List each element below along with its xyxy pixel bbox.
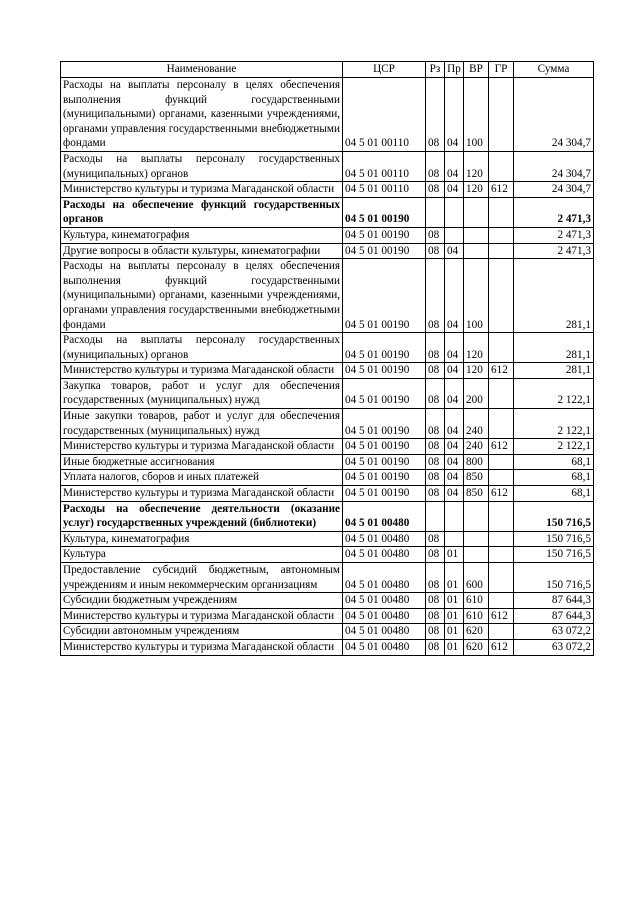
csr-cell: 04 5 01 00480 xyxy=(343,639,426,655)
header-csr: ЦСР xyxy=(343,62,426,78)
name-cell: Субсидии бюджетным учреждениям xyxy=(61,593,343,609)
sum-cell: 2 471,3 xyxy=(514,197,594,227)
pr-cell: 01 xyxy=(445,608,464,624)
csr-cell: 04 5 01 00190 xyxy=(343,378,426,408)
name-cell: Расходы на обеспечение деятельности (оказание услуг) государственных учреждений (библиотеки) xyxy=(61,501,343,531)
vr-cell: 800 xyxy=(464,454,489,470)
gr-cell xyxy=(489,624,514,640)
rz-cell: 08 xyxy=(426,182,445,198)
name-cell: Министерство культуры и туризма Магаданской области xyxy=(61,363,343,379)
csr-cell: 04 5 01 00110 xyxy=(343,78,426,152)
gr-cell xyxy=(489,259,514,333)
name-cell: Закупка товаров, работ и услуг для обеспечения государственных (муниципальных) нужд xyxy=(61,378,343,408)
name-cell: Расходы на выплаты персоналу в целях обеспечения выполнения функций государственными (муниципальными) органами, казенными учреждениями, органами управления государственными внебюджетными фондами xyxy=(61,259,343,333)
pr-cell: 04 xyxy=(445,363,464,379)
gr-cell: 612 xyxy=(489,608,514,624)
gr-cell xyxy=(489,531,514,547)
gr-cell: 612 xyxy=(489,486,514,502)
rz-cell: 08 xyxy=(426,593,445,609)
vr-cell: 100 xyxy=(464,78,489,152)
pr-cell: 01 xyxy=(445,639,464,655)
budget-table xyxy=(60,61,594,656)
csr-cell: 04 5 01 00190 xyxy=(343,197,426,227)
name-cell: Другие вопросы в области культуры, кинематографии xyxy=(61,243,343,259)
header-name: Наименование xyxy=(61,62,343,78)
table-row xyxy=(61,378,594,408)
vr-cell xyxy=(464,501,489,531)
header-sum: Сумма xyxy=(514,62,594,78)
sum-cell: 2 471,3 xyxy=(514,243,594,259)
vr-cell: 120 xyxy=(464,363,489,379)
sum-cell: 24 304,7 xyxy=(514,78,594,152)
name-cell: Министерство культуры и туризма Магаданской области xyxy=(61,182,343,198)
table-row xyxy=(61,454,594,470)
pr-cell: 04 xyxy=(445,333,464,363)
vr-cell: 610 xyxy=(464,608,489,624)
rz-cell: 08 xyxy=(426,470,445,486)
table-row xyxy=(61,333,594,363)
gr-cell: 612 xyxy=(489,182,514,198)
table-row xyxy=(61,531,594,547)
name-cell: Министерство культуры и туризма Магаданской области xyxy=(61,439,343,455)
table-row xyxy=(61,243,594,259)
rz-cell: 08 xyxy=(426,151,445,181)
pr-cell: 01 xyxy=(445,593,464,609)
header-vr: ВР xyxy=(464,62,489,78)
rz-cell: 08 xyxy=(426,486,445,502)
pr-cell xyxy=(445,227,464,243)
sum-cell: 68,1 xyxy=(514,454,594,470)
sum-cell: 68,1 xyxy=(514,486,594,502)
sum-cell: 87 644,3 xyxy=(514,608,594,624)
csr-cell: 04 5 01 00110 xyxy=(343,182,426,198)
csr-cell: 04 5 01 00110 xyxy=(343,151,426,181)
table-row xyxy=(61,182,594,198)
gr-cell xyxy=(489,454,514,470)
table-row xyxy=(61,593,594,609)
name-cell: Расходы на выплаты персоналу в целях обеспечения выполнения функций государственными (муниципальными) органами, казенными учреждениями, органами управления государственными внебюджетными фондами xyxy=(61,78,343,152)
csr-cell: 04 5 01 00480 xyxy=(343,547,426,563)
name-cell: Расходы на выплаты персоналу государственных (муниципальных) органов xyxy=(61,333,343,363)
name-cell: Культура xyxy=(61,547,343,563)
name-cell: Министерство культуры и туризма Магаданской области xyxy=(61,486,343,502)
rz-cell: 08 xyxy=(426,259,445,333)
name-cell: Субсидии автономным учреждениям xyxy=(61,624,343,640)
csr-cell: 04 5 01 00190 xyxy=(343,227,426,243)
table-row xyxy=(61,639,594,655)
vr-cell: 120 xyxy=(464,151,489,181)
csr-cell: 04 5 01 00190 xyxy=(343,333,426,363)
rz-cell: 08 xyxy=(426,639,445,655)
vr-cell xyxy=(464,227,489,243)
sum-cell: 281,1 xyxy=(514,363,594,379)
sum-cell: 2 122,1 xyxy=(514,409,594,439)
vr-cell: 240 xyxy=(464,439,489,455)
sum-cell: 2 471,3 xyxy=(514,227,594,243)
pr-cell xyxy=(445,197,464,227)
pr-cell: 01 xyxy=(445,624,464,640)
vr-cell: 850 xyxy=(464,470,489,486)
gr-cell xyxy=(489,197,514,227)
sum-cell: 2 122,1 xyxy=(514,378,594,408)
table-row xyxy=(61,624,594,640)
vr-cell: 620 xyxy=(464,639,489,655)
vr-cell xyxy=(464,197,489,227)
gr-cell xyxy=(489,547,514,563)
name-cell: Иные закупки товаров, работ и услуг для обеспечения государственных (муниципальных) нужд xyxy=(61,409,343,439)
sum-cell: 150 716,5 xyxy=(514,501,594,531)
rz-cell xyxy=(426,501,445,531)
rz-cell: 08 xyxy=(426,439,445,455)
csr-cell: 04 5 01 00190 xyxy=(343,454,426,470)
name-cell: Культура, кинематография xyxy=(61,531,343,547)
csr-cell: 04 5 01 00190 xyxy=(343,363,426,379)
pr-cell: 04 xyxy=(445,439,464,455)
gr-cell xyxy=(489,227,514,243)
name-cell: Культура, кинематография xyxy=(61,227,343,243)
pr-cell: 01 xyxy=(445,563,464,593)
rz-cell: 08 xyxy=(426,531,445,547)
sum-cell: 24 304,7 xyxy=(514,182,594,198)
name-cell: Расходы на выплаты персоналу государственных (муниципальных) органов xyxy=(61,151,343,181)
name-cell: Иные бюджетные ассигнования xyxy=(61,454,343,470)
pr-cell: 04 xyxy=(445,78,464,152)
table-row xyxy=(61,439,594,455)
csr-cell: 04 5 01 00190 xyxy=(343,409,426,439)
table-row xyxy=(61,563,594,593)
table-row xyxy=(61,470,594,486)
pr-cell: 04 xyxy=(445,243,464,259)
sum-cell: 68,1 xyxy=(514,470,594,486)
table-row xyxy=(61,227,594,243)
table-row xyxy=(61,608,594,624)
vr-cell: 610 xyxy=(464,593,489,609)
rz-cell: 08 xyxy=(426,624,445,640)
gr-cell: 612 xyxy=(489,439,514,455)
pr-cell: 04 xyxy=(445,182,464,198)
header-row xyxy=(61,62,594,78)
vr-cell: 240 xyxy=(464,409,489,439)
table-row xyxy=(61,409,594,439)
rz-cell: 08 xyxy=(426,409,445,439)
gr-cell xyxy=(489,501,514,531)
pr-cell: 04 xyxy=(445,470,464,486)
table-row xyxy=(61,363,594,379)
rz-cell: 08 xyxy=(426,454,445,470)
rz-cell: 08 xyxy=(426,243,445,259)
name-cell: Расходы на обеспечение функций государственных органов xyxy=(61,197,343,227)
csr-cell: 04 5 01 00480 xyxy=(343,593,426,609)
pr-cell: 04 xyxy=(445,378,464,408)
csr-cell: 04 5 01 00480 xyxy=(343,563,426,593)
pr-cell: 04 xyxy=(445,409,464,439)
gr-cell xyxy=(489,243,514,259)
sum-cell: 281,1 xyxy=(514,333,594,363)
pr-cell: 01 xyxy=(445,547,464,563)
vr-cell: 850 xyxy=(464,486,489,502)
csr-cell: 04 5 01 00190 xyxy=(343,486,426,502)
name-cell: Уплата налогов, сборов и иных платежей xyxy=(61,470,343,486)
pr-cell xyxy=(445,531,464,547)
vr-cell: 120 xyxy=(464,182,489,198)
sum-cell: 281,1 xyxy=(514,259,594,333)
gr-cell xyxy=(489,593,514,609)
gr-cell xyxy=(489,378,514,408)
name-cell: Министерство культуры и туризма Магаданской области xyxy=(61,608,343,624)
csr-cell: 04 5 01 00480 xyxy=(343,501,426,531)
gr-cell xyxy=(489,151,514,181)
vr-cell: 120 xyxy=(464,333,489,363)
rz-cell: 08 xyxy=(426,333,445,363)
sum-cell: 63 072,2 xyxy=(514,639,594,655)
header-rz: Рз xyxy=(426,62,445,78)
pr-cell: 04 xyxy=(445,151,464,181)
sum-cell: 24 304,7 xyxy=(514,151,594,181)
gr-cell: 612 xyxy=(489,363,514,379)
table-row xyxy=(61,547,594,563)
vr-cell: 200 xyxy=(464,378,489,408)
csr-cell: 04 5 01 00190 xyxy=(343,439,426,455)
vr-cell xyxy=(464,547,489,563)
rz-cell: 08 xyxy=(426,608,445,624)
csr-cell: 04 5 01 00480 xyxy=(343,531,426,547)
table-row xyxy=(61,78,594,152)
gr-cell xyxy=(489,78,514,152)
gr-cell: 612 xyxy=(489,639,514,655)
vr-cell: 600 xyxy=(464,563,489,593)
vr-cell xyxy=(464,531,489,547)
sum-cell: 63 072,2 xyxy=(514,624,594,640)
rz-cell: 08 xyxy=(426,563,445,593)
sum-cell: 150 716,5 xyxy=(514,563,594,593)
table-row xyxy=(61,151,594,181)
gr-cell xyxy=(489,409,514,439)
table-row xyxy=(61,259,594,333)
sum-cell: 2 122,1 xyxy=(514,439,594,455)
csr-cell: 04 5 01 00480 xyxy=(343,608,426,624)
rz-cell: 08 xyxy=(426,378,445,408)
header-gr: ГР xyxy=(489,62,514,78)
sum-cell: 87 644,3 xyxy=(514,593,594,609)
rz-cell: 08 xyxy=(426,78,445,152)
gr-cell xyxy=(489,563,514,593)
sum-cell: 150 716,5 xyxy=(514,531,594,547)
header-pr: Пр xyxy=(445,62,464,78)
gr-cell xyxy=(489,333,514,363)
pr-cell xyxy=(445,501,464,531)
pr-cell: 04 xyxy=(445,486,464,502)
vr-cell: 620 xyxy=(464,624,489,640)
sum-cell: 150 716,5 xyxy=(514,547,594,563)
csr-cell: 04 5 01 00190 xyxy=(343,470,426,486)
vr-cell: 100 xyxy=(464,259,489,333)
vr-cell xyxy=(464,243,489,259)
name-cell: Предоставление субсидий бюджетным, автономным учреждениям и иным некоммерческим организациям xyxy=(61,563,343,593)
rz-cell: 08 xyxy=(426,227,445,243)
rz-cell: 08 xyxy=(426,547,445,563)
table-row xyxy=(61,197,594,227)
table-row xyxy=(61,501,594,531)
gr-cell xyxy=(489,470,514,486)
pr-cell: 04 xyxy=(445,259,464,333)
rz-cell xyxy=(426,197,445,227)
csr-cell: 04 5 01 00190 xyxy=(343,259,426,333)
table-row xyxy=(61,486,594,502)
csr-cell: 04 5 01 00190 xyxy=(343,243,426,259)
name-cell: Министерство культуры и туризма Магаданской области xyxy=(61,639,343,655)
csr-cell: 04 5 01 00480 xyxy=(343,624,426,640)
rz-cell: 08 xyxy=(426,363,445,379)
pr-cell: 04 xyxy=(445,454,464,470)
